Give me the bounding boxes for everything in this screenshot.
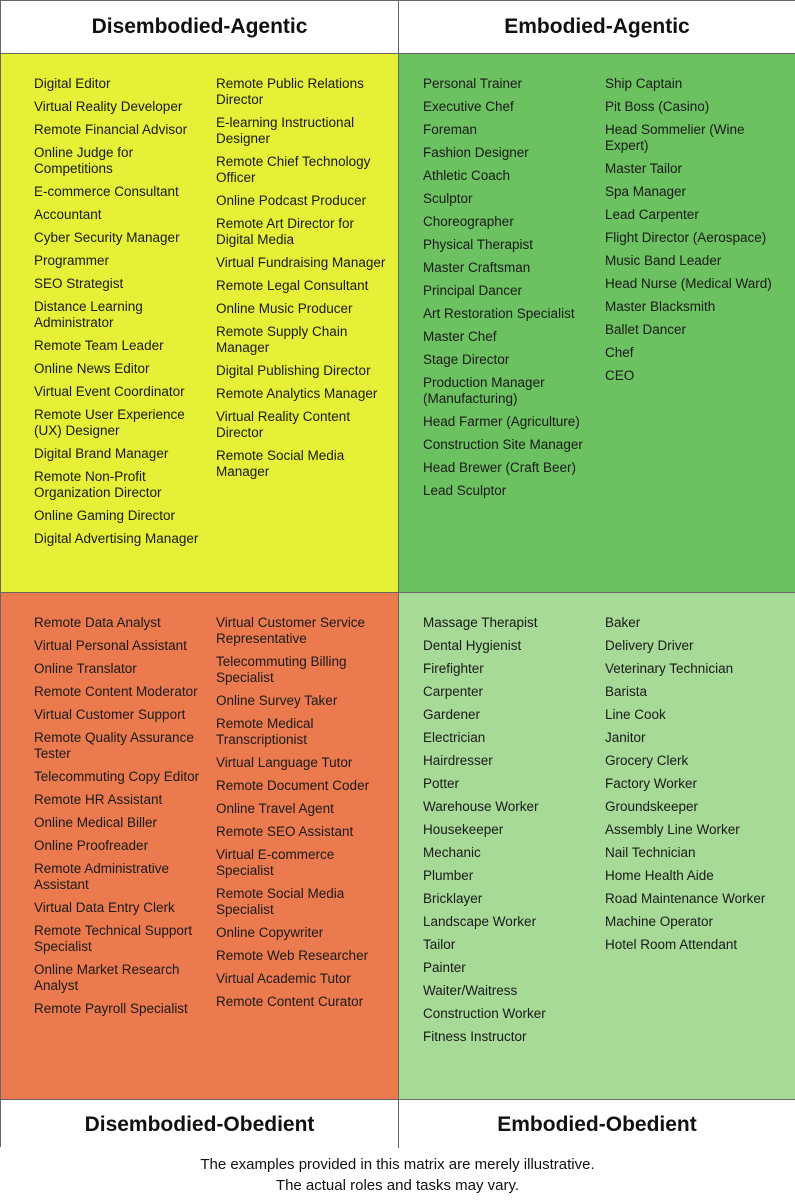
role-item: Virtual Personal Assistant (34, 638, 187, 653)
role-item: Master Craftsman (423, 260, 531, 275)
role-item: Veterinary Technician (605, 661, 734, 676)
quadrant-embodied-obedient (399, 593, 795, 1099)
role-item: Remote Social Media Manager (216, 448, 345, 479)
role-item: Accountant (34, 207, 102, 222)
role-item: Remote Content Curator (216, 994, 364, 1009)
role-item: Assembly Line Worker (605, 822, 740, 837)
disclaimer-line-1: The examples provided in this matrix are merely illustrative. (200, 1156, 595, 1173)
role-item: Remote Quality Assurance Tester (34, 730, 194, 761)
role-item: Online Judge for Competitions (34, 145, 134, 176)
role-item: Virtual Data Entry Clerk (34, 900, 175, 915)
embodied-agentic-column-2 (605, 76, 775, 391)
role-item: Programmer (34, 253, 110, 268)
role-item: Lead Carpenter (605, 207, 699, 222)
role-item: Ballet Dancer (605, 322, 687, 337)
divider-vertical (398, 1, 399, 1148)
role-item: Master Blacksmith (605, 299, 716, 314)
role-item: Stage Director (423, 352, 510, 367)
role-item: Construction Worker (423, 1006, 546, 1021)
role-item: Delivery Driver (605, 638, 694, 653)
role-item: Online Travel Agent (216, 801, 334, 816)
role-item: Remote Chief Technology Officer (216, 154, 371, 185)
role-item: Digital Brand Manager (34, 446, 169, 461)
disembodied-obedient-column-1 (34, 615, 204, 1024)
role-item: Remote Analytics Manager (216, 386, 378, 401)
embodied-obedient-column-2 (605, 615, 775, 960)
header-disembodied-agentic: Disembodied-Agentic (1, 1, 398, 53)
role-item: Remote Payroll Specialist (34, 1001, 188, 1016)
role-item: Foreman (423, 122, 478, 137)
role-item: Cyber Security Manager (34, 230, 180, 245)
role-item: Virtual E-commerce Specialist (216, 847, 335, 878)
disembodied-obedient-column-2 (216, 615, 386, 1017)
role-item: Remote HR Assistant (34, 792, 163, 807)
role-item: Massage Therapist (423, 615, 538, 630)
role-item: Remote User Experience (UX) Designer (34, 407, 185, 438)
role-item: Art Restoration Specialist (423, 306, 575, 321)
role-item: Plumber (423, 868, 474, 883)
role-item: Flight Director (Aerospace) (605, 230, 767, 245)
disclaimer-line-2: The actual roles and tasks may vary. (275, 1177, 520, 1194)
role-item: Virtual Event Coordinator (34, 384, 185, 399)
role-item: Waiter/Waitress (423, 983, 518, 998)
role-item: Music Band Leader (605, 253, 722, 268)
role-item: Ship Captain (605, 76, 683, 91)
role-item: Remote Technical Support Specialist (34, 923, 193, 954)
role-item: Remote Content Moderator (34, 684, 198, 699)
role-item: Virtual Fundraising Manager (216, 255, 386, 270)
role-item: Warehouse Worker (423, 799, 539, 814)
role-item: Digital Editor (34, 76, 111, 91)
role-item: Tailor (423, 937, 456, 952)
role-item: Virtual Reality Developer (34, 99, 183, 114)
role-item: Personal Trainer (423, 76, 523, 91)
header-disembodied-obedient: Disembodied-Obedient (1, 1100, 398, 1149)
role-item: Bricklayer (423, 891, 483, 906)
role-item: Remote Social Media Specialist (216, 886, 345, 917)
role-item: Online Gaming Director (34, 508, 176, 523)
role-item: E-learning Instructional Designer (216, 115, 355, 146)
role-item: Landscape Worker (423, 914, 537, 929)
role-item: Principal Dancer (423, 283, 523, 298)
quadrant-embodied-agentic (399, 54, 795, 592)
role-item: Hairdresser (423, 753, 493, 768)
role-item: Home Health Aide (605, 868, 714, 883)
role-item: Groundskeeper (605, 799, 699, 814)
role-item: Lead Sculptor (423, 483, 507, 498)
role-item: Remote Document Coder (216, 778, 370, 793)
role-item: Firefighter (423, 661, 484, 676)
role-item: Virtual Customer Support (34, 707, 186, 722)
quadrant-disembodied-obedient (1, 593, 398, 1099)
role-item: Digital Publishing Director (216, 363, 371, 378)
role-item: Remote Team Leader (34, 338, 164, 353)
role-item: Executive Chef (423, 99, 514, 114)
quadrant-disembodied-agentic (1, 54, 398, 592)
role-item: Remote Financial Advisor (34, 122, 188, 137)
role-item: Head Sommelier (Wine Expert) (605, 122, 745, 153)
disembodied-agentic-column-2 (216, 76, 386, 487)
role-item: Janitor (605, 730, 646, 745)
role-item: Online Survey Taker (216, 693, 338, 708)
role-item: Virtual Reality Content Director (216, 409, 351, 440)
role-item: Remote Public Relations Director (216, 76, 364, 107)
role-item: Remote Non-Profit Organization Director (34, 469, 162, 500)
role-item: Virtual Language Tutor (216, 755, 353, 770)
role-item: Potter (423, 776, 460, 791)
role-item: Online Proofreader (34, 838, 149, 853)
role-item: Gardener (423, 707, 481, 722)
role-item: Pit Boss (Casino) (605, 99, 710, 114)
embodied-agentic-column-1 (423, 76, 593, 506)
role-item: Construction Site Manager (423, 437, 583, 452)
role-item: Spa Manager (605, 184, 687, 199)
role-item: Line Cook (605, 707, 666, 722)
role-item: Master Chef (423, 329, 497, 344)
role-item: Virtual Customer Service Representative (216, 615, 366, 646)
role-item: Remote Supply Chain Manager (216, 324, 348, 355)
role-item: Painter (423, 960, 466, 975)
role-item: Mechanic (423, 845, 481, 860)
role-item: Choreographer (423, 214, 514, 229)
header-embodied-agentic: Embodied-Agentic (399, 1, 795, 53)
role-item: Distance Learning Administrator (34, 299, 143, 330)
role-item: E-commerce Consultant (34, 184, 179, 199)
role-item: Telecommuting Copy Editor (34, 769, 200, 784)
role-item: Online Market Research Analyst (34, 962, 180, 993)
role-item: Athletic Coach (423, 168, 511, 183)
role-item: Online News Editor (34, 361, 150, 376)
embodied-obedient-column-1 (423, 615, 593, 1052)
role-item: Online Music Producer (216, 301, 353, 316)
role-item: Baker (605, 615, 641, 630)
role-item: Remote Legal Consultant (216, 278, 369, 293)
role-item: Online Copywriter (216, 925, 324, 940)
role-item: SEO Strategist (34, 276, 124, 291)
role-item: Electrician (423, 730, 486, 745)
role-item: Hotel Room Attendant (605, 937, 738, 952)
role-item: Remote Art Director for Digital Media (216, 216, 355, 247)
role-item: Online Medical Biller (34, 815, 158, 830)
role-item: Production Manager (Manufacturing) (423, 375, 545, 406)
disembodied-agentic-column-1 (34, 76, 204, 554)
disclaimer-note (0, 1154, 795, 1196)
role-item: Machine Operator (605, 914, 714, 929)
role-item: Nail Technician (605, 845, 696, 860)
role-item: Road Maintenance Worker (605, 891, 766, 906)
role-item: Sculptor (423, 191, 473, 206)
role-item: Remote Administrative Assistant (34, 861, 170, 892)
role-item: Head Nurse (Medical Ward) (605, 276, 772, 291)
role-item: Virtual Academic Tutor (216, 971, 351, 986)
role-item: Master Tailor (605, 161, 683, 176)
role-item: Online Podcast Producer (216, 193, 367, 208)
role-item: Carpenter (423, 684, 484, 699)
role-item: Remote Web Researcher (216, 948, 369, 963)
role-item: Grocery Clerk (605, 753, 689, 768)
role-item: CEO (605, 368, 635, 383)
role-item: Head Farmer (Agriculture) (423, 414, 580, 429)
role-item: Physical Therapist (423, 237, 534, 252)
role-item: Digital Advertising Manager (34, 531, 199, 546)
role-item: Remote Data Analyst (34, 615, 161, 630)
role-item: Telecommuting Billing Specialist (216, 654, 347, 685)
role-item: Fitness Instructor (423, 1029, 527, 1044)
role-item: Head Brewer (Craft Beer) (423, 460, 577, 475)
role-item: Fashion Designer (423, 145, 529, 160)
role-item: Dental Hygienist (423, 638, 522, 653)
header-embodied-obedient: Embodied-Obedient (399, 1100, 795, 1149)
role-item: Chef (605, 345, 634, 360)
role-item: Online Translator (34, 661, 137, 676)
role-item: Barista (605, 684, 648, 699)
role-item: Remote Medical Transcriptionist (216, 716, 314, 747)
role-item: Housekeeper (423, 822, 504, 837)
role-item: Remote SEO Assistant (216, 824, 354, 839)
role-item: Factory Worker (605, 776, 698, 791)
